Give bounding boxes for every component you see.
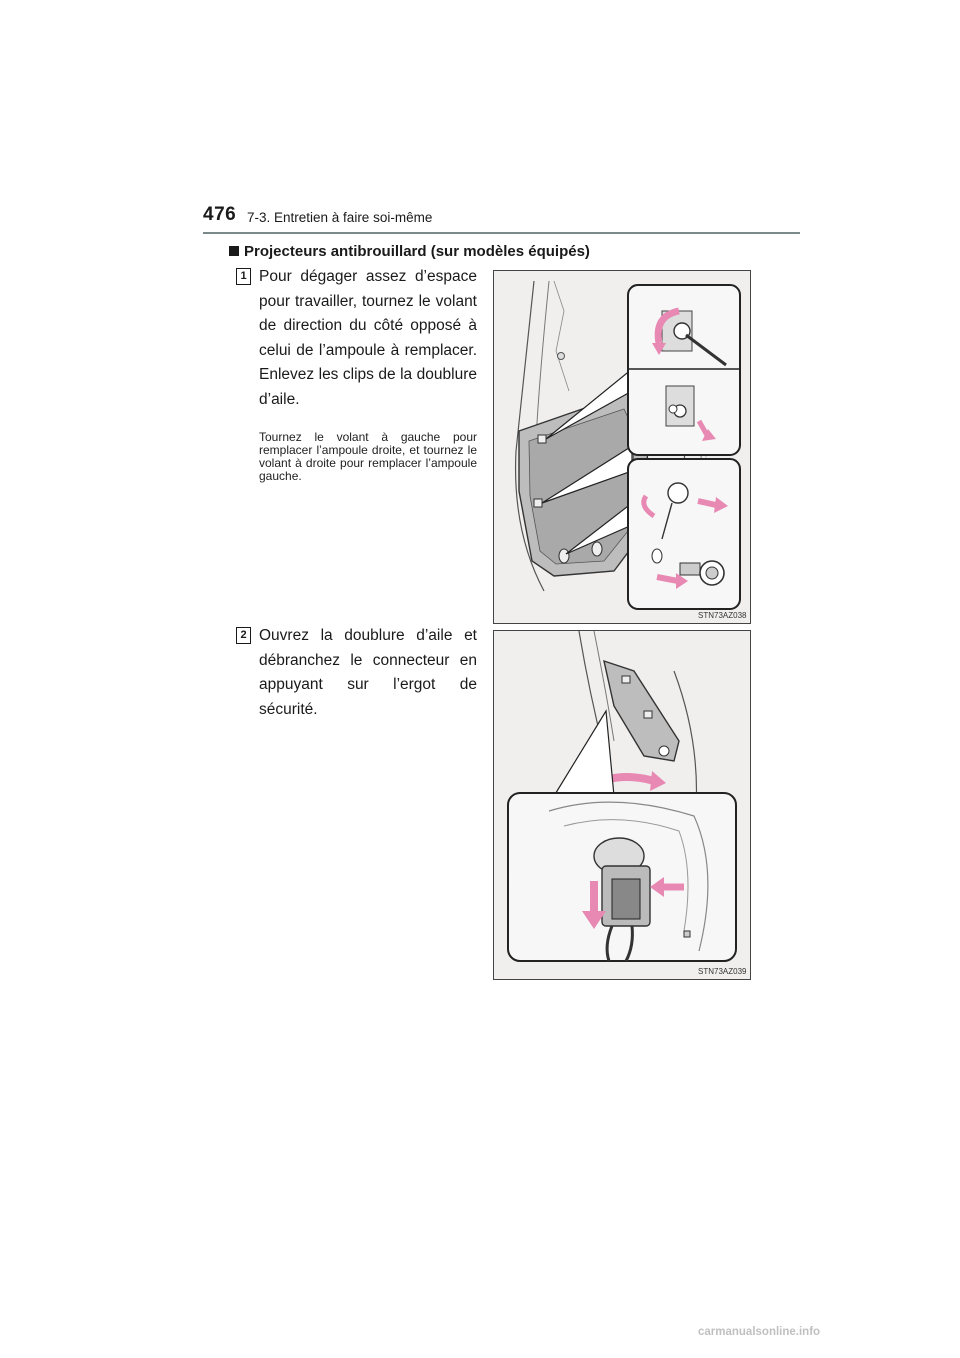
step-1-note: Tournez le volant à gauche pour remplacer l’ampoule droite, et tournez le volant à droite pour remplacer l’ampoule gauche. bbox=[259, 430, 477, 483]
step-number-1: 1 bbox=[236, 268, 251, 285]
figure-connector-release bbox=[493, 630, 751, 980]
step-2-text: Ouvrez la doublure d’aile et débranchez le connecteur en appuyant sur l’ergot de sécurité. bbox=[259, 627, 477, 718]
section-title: Projecteurs antibrouillard (sur modèles équipés) bbox=[244, 243, 590, 260]
watermark: carmanualsonline.info bbox=[698, 1326, 821, 1338]
header-rule bbox=[203, 232, 800, 234]
figure-fender-liner-clips bbox=[493, 270, 751, 624]
figure-code-2: STN73AZ039 bbox=[698, 967, 747, 976]
section-heading bbox=[229, 243, 590, 260]
step-number-2: 2 bbox=[236, 627, 251, 644]
step-1-text: Pour dégager assez d’espace pour travailler, tournez le volant de direction du côté opposé à celui de l’ampoule à remplacer. Enlevez les clips de la doublure d’aile. bbox=[259, 268, 477, 408]
page-number: 476 bbox=[203, 204, 237, 225]
chapter-title: 7-3. Entretien à faire soi-même bbox=[247, 210, 433, 225]
square-bullet-icon bbox=[229, 246, 239, 256]
fender-liner-illustration bbox=[494, 271, 750, 623]
figure-code-1: STN73AZ038 bbox=[698, 611, 747, 620]
connector-illustration bbox=[494, 631, 750, 979]
